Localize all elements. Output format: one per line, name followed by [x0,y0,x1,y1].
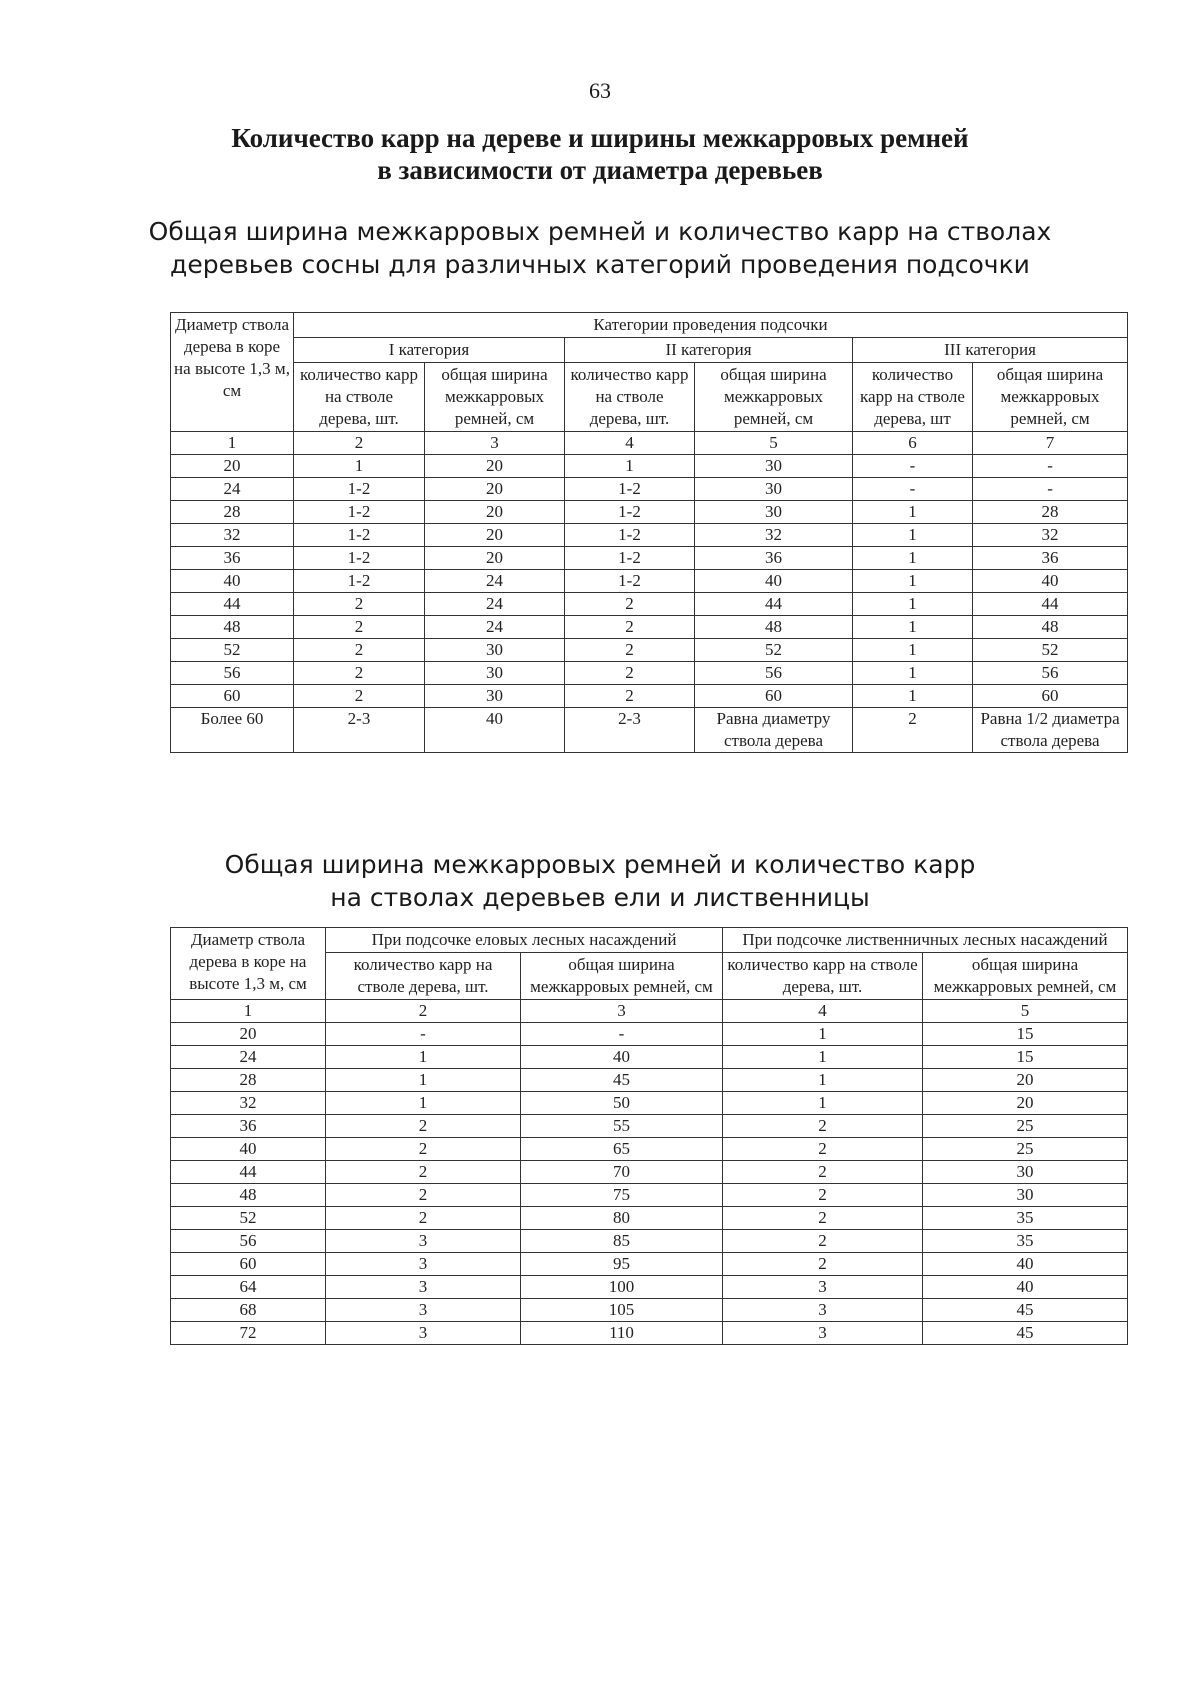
table-cell: 1-2 [565,501,695,524]
table-cell: 1 [853,501,973,524]
table-cell: 40 [171,1138,326,1161]
table-cell: 24 [425,570,565,593]
table-cell: Равна диаметру ствола дерева [695,708,853,753]
table-cell: 2 [723,1253,923,1276]
table-cell: 2 [326,1184,521,1207]
table-cell: 3 [326,1253,521,1276]
table-cell: 48 [973,616,1128,639]
table-row [171,1115,1128,1138]
table-row [171,616,1128,639]
table-row [171,1230,1128,1253]
table-cell: 3 [521,1000,723,1023]
table-row [171,1276,1128,1299]
table-cell: 1 [723,1069,923,1092]
table-cell: 2 [326,1115,521,1138]
table-cell: 2 [723,1138,923,1161]
t2-header-larch: При подсочке лиственничных лесных насаждений [723,928,1128,953]
table-cell: 30 [923,1161,1128,1184]
table-row [171,593,1128,616]
t1-header-categories: Категории проведения подсочки [294,313,1128,338]
table-cell: 3 [723,1322,923,1345]
table-cell: 1 [853,662,973,685]
table-cell: 25 [923,1138,1128,1161]
table-cell: 40 [171,570,294,593]
table-cell: 32 [171,524,294,547]
table-cell: 70 [521,1161,723,1184]
table-cell: 80 [521,1207,723,1230]
table-cell: 24 [425,593,565,616]
table-cell: 36 [695,547,853,570]
table-cell: 36 [171,547,294,570]
table-cell: 1-2 [294,501,425,524]
table-cell: 52 [973,639,1128,662]
table-cell: - [853,455,973,478]
table-cell: 20 [425,524,565,547]
table2-caption-line-2: на стволах деревьев ели и лиственницы [330,883,870,912]
table-row [171,1322,1128,1345]
t1-header-width-1: общая ширина межкарровых ремней, см [425,363,565,432]
table-cell: 2 [723,1230,923,1253]
table-cell: 44 [973,593,1128,616]
table-cell: 2 [853,708,973,753]
t2-header-spruce: При подсочке еловых лесных насаждений [326,928,723,953]
spruce-larch-tapping-table [170,927,1128,1345]
table-row [171,1161,1128,1184]
table-cell: 32 [973,524,1128,547]
page-title-line-1: Количество карр на дереве и ширины межкарровых ремней [231,123,969,153]
table-cell: 2 [723,1184,923,1207]
table-cell: - [973,455,1128,478]
table-cell: 40 [425,708,565,753]
table-cell: 56 [695,662,853,685]
table-cell: 1 [723,1023,923,1046]
table-cell: 25 [923,1115,1128,1138]
table-cell: 35 [923,1230,1128,1253]
table-cell: 36 [171,1115,326,1138]
table-cell: 30 [425,639,565,662]
table-cell: 2 [565,685,695,708]
table-cell: - [973,478,1128,501]
table-cell: 28 [171,1069,326,1092]
pine-tapping-table [170,312,1128,753]
table-cell: 56 [171,1230,326,1253]
t1-header-count-1: количество карр на стволе дерева, шт. [294,363,425,432]
table-cell: 44 [171,1161,326,1184]
table-cell: 3 [326,1299,521,1322]
t1-header-cat1: I категория [294,338,565,363]
table-cell: 30 [923,1184,1128,1207]
table-cell: 36 [973,547,1128,570]
table-cell: 2 [294,616,425,639]
table-row [171,1046,1128,1069]
table-cell: 40 [973,570,1128,593]
table-cell: 2 [294,662,425,685]
table-row [171,1138,1128,1161]
table-cell: 30 [695,478,853,501]
table-cell: 1 [853,593,973,616]
table-cell: 30 [695,455,853,478]
table-cell: Более 60 [171,708,294,753]
table-cell: 95 [521,1253,723,1276]
column-number-row [171,432,1128,455]
table-cell: 2 [326,1161,521,1184]
table2-caption [0,848,1200,914]
table-cell: 55 [521,1115,723,1138]
table-cell: 2 [565,593,695,616]
table1-caption [0,215,1200,281]
table-cell: 1 [853,685,973,708]
table-cell: 64 [171,1276,326,1299]
table-cell: 1-2 [294,478,425,501]
t1-header-diameter: Диаметр ствола дерева в коре на высоте 1,3 м, см [171,313,294,432]
table-cell: 1 [326,1092,521,1115]
t2-header-count-spruce: количество карр на стволе дерева, шт. [326,953,521,1000]
table-cell: - [326,1023,521,1046]
page-number: 63 [589,78,611,103]
table2-caption-line-1: Общая ширина межкарровых ремней и количество карр [224,850,976,879]
table-cell: 2 [326,1207,521,1230]
table-cell: 72 [171,1322,326,1345]
table-cell: 40 [695,570,853,593]
table-cell: 1-2 [294,524,425,547]
table-cell: 2-3 [565,708,695,753]
table-cell: 45 [521,1069,723,1092]
table-cell: 2 [294,432,425,455]
table-cell: 3 [326,1276,521,1299]
table-cell: 50 [521,1092,723,1115]
table1-caption-line-1: Общая ширина межкарровых ремней и количество карр на стволах [148,217,1052,246]
table-cell: 20 [171,455,294,478]
table-cell: 3 [425,432,565,455]
table-cell: 1 [853,639,973,662]
table-cell: 1-2 [294,570,425,593]
table-cell: 48 [171,616,294,639]
table-cell: 45 [923,1299,1128,1322]
table-cell: 1-2 [294,547,425,570]
table-cell: 1 [171,1000,326,1023]
table-cell: 68 [171,1299,326,1322]
table-cell: 52 [171,639,294,662]
table-row [171,547,1128,570]
page-title-line-2: в зависимости от диаметра деревьев [377,155,823,185]
t1-header-count-2: количество карр на стволе дерева, шт. [565,363,695,432]
table-cell: 110 [521,1322,723,1345]
t1-header-width-3: общая ширина межкарровых ремней, см [973,363,1128,432]
table-cell: 28 [973,501,1128,524]
table-cell: 2-3 [294,708,425,753]
table-cell: 3 [723,1299,923,1322]
table-cell: 7 [973,432,1128,455]
table-cell: 2 [565,662,695,685]
t1-header-count-3: количество карр на стволе дерева, шт [853,363,973,432]
table-row [171,1299,1128,1322]
table-row [171,524,1128,547]
table-cell: 105 [521,1299,723,1322]
table-cell: 1-2 [565,478,695,501]
table-cell: 60 [973,685,1128,708]
table-row [171,455,1128,478]
table-cell: 2 [294,685,425,708]
t2-header-width-spruce: общая ширина межкарровых ремней, см [521,953,723,1000]
table-cell: 1 [326,1046,521,1069]
table-cell: 24 [171,478,294,501]
table-row [171,685,1128,708]
table-cell: 2 [565,616,695,639]
table-row [171,1023,1128,1046]
table-cell: 1 [853,547,973,570]
table-cell: 35 [923,1207,1128,1230]
table-cell: 2 [326,1000,521,1023]
table-cell: 1 [171,432,294,455]
table-row [171,708,1128,753]
table-cell: - [853,478,973,501]
table-cell: 1 [294,455,425,478]
table-cell: 60 [695,685,853,708]
table-cell: 15 [923,1023,1128,1046]
table-cell: 1 [565,455,695,478]
table-cell: 20 [425,478,565,501]
table-cell: 20 [425,547,565,570]
table-cell: 60 [171,1253,326,1276]
t1-header-cat3: III категория [853,338,1128,363]
table-cell: 15 [923,1046,1128,1069]
table-cell: 32 [695,524,853,547]
table-cell: 45 [923,1322,1128,1345]
table-cell: 1 [723,1046,923,1069]
table-cell: 52 [171,1207,326,1230]
table-cell: 1 [853,524,973,547]
table-cell: 2 [723,1161,923,1184]
table-cell: 30 [425,662,565,685]
table-row [171,1092,1128,1115]
table-cell: 3 [723,1276,923,1299]
table-cell: - [521,1023,723,1046]
table-cell: 1 [853,570,973,593]
t2-header-width-larch: общая ширина межкарровых ремней, см [923,953,1128,1000]
t2-header-count-larch: количество карр на стволе дерева, шт. [723,953,923,1000]
table-cell: 1 [326,1069,521,1092]
table-cell: 1 [853,616,973,639]
table-cell: 1-2 [565,547,695,570]
table-cell: 2 [294,593,425,616]
table-cell: 30 [425,685,565,708]
table-cell: 56 [171,662,294,685]
table-cell: 20 [923,1069,1128,1092]
column-number-row [171,1000,1128,1023]
table-row [171,570,1128,593]
table-cell: 65 [521,1138,723,1161]
table-row [171,662,1128,685]
table-cell: 2 [723,1207,923,1230]
table-cell: 1-2 [565,524,695,547]
table-row [171,501,1128,524]
table-cell: 4 [565,432,695,455]
table-cell: 5 [695,432,853,455]
table-cell: 30 [695,501,853,524]
table-row [171,639,1128,662]
t1-header-cat2: II категория [565,338,853,363]
table-cell: 85 [521,1230,723,1253]
table-cell: 44 [695,593,853,616]
table-cell: 5 [923,1000,1128,1023]
t1-header-width-2: общая ширина межкарровых ремней, см [695,363,853,432]
table-row [171,1069,1128,1092]
table-cell: 1 [723,1092,923,1115]
table-cell: 1-2 [565,570,695,593]
table-cell: 75 [521,1184,723,1207]
table-cell: 48 [171,1184,326,1207]
t2-header-diameter: Диаметр ствола дерева в коре на высоте 1,3 м, см [171,928,326,1000]
table-cell: Равна 1/2 диаметра ствола дерева [973,708,1128,753]
page-title [0,122,1200,186]
table-cell: 2 [723,1115,923,1138]
table-cell: 20 [171,1023,326,1046]
table-row [171,478,1128,501]
table-cell: 56 [973,662,1128,685]
table-cell: 40 [521,1046,723,1069]
table-cell: 20 [425,455,565,478]
table-cell: 20 [425,501,565,524]
table-cell: 32 [171,1092,326,1115]
table-cell: 4 [723,1000,923,1023]
table-cell: 100 [521,1276,723,1299]
table-cell: 60 [171,685,294,708]
table1-caption-line-2: деревьев сосны для различных категорий проведения подсочки [170,250,1030,279]
table-row [171,1184,1128,1207]
table-row [171,1207,1128,1230]
table-cell: 24 [425,616,565,639]
table-cell: 20 [923,1092,1128,1115]
table-cell: 40 [923,1276,1128,1299]
table-cell: 24 [171,1046,326,1069]
table-cell: 6 [853,432,973,455]
table-row [171,1253,1128,1276]
table-cell: 2 [294,639,425,662]
table-cell: 40 [923,1253,1128,1276]
table-cell: 3 [326,1322,521,1345]
table-cell: 48 [695,616,853,639]
table-cell: 44 [171,593,294,616]
table-cell: 2 [326,1138,521,1161]
table-cell: 52 [695,639,853,662]
table-cell: 3 [326,1230,521,1253]
table-cell: 28 [171,501,294,524]
table-cell: 2 [565,639,695,662]
